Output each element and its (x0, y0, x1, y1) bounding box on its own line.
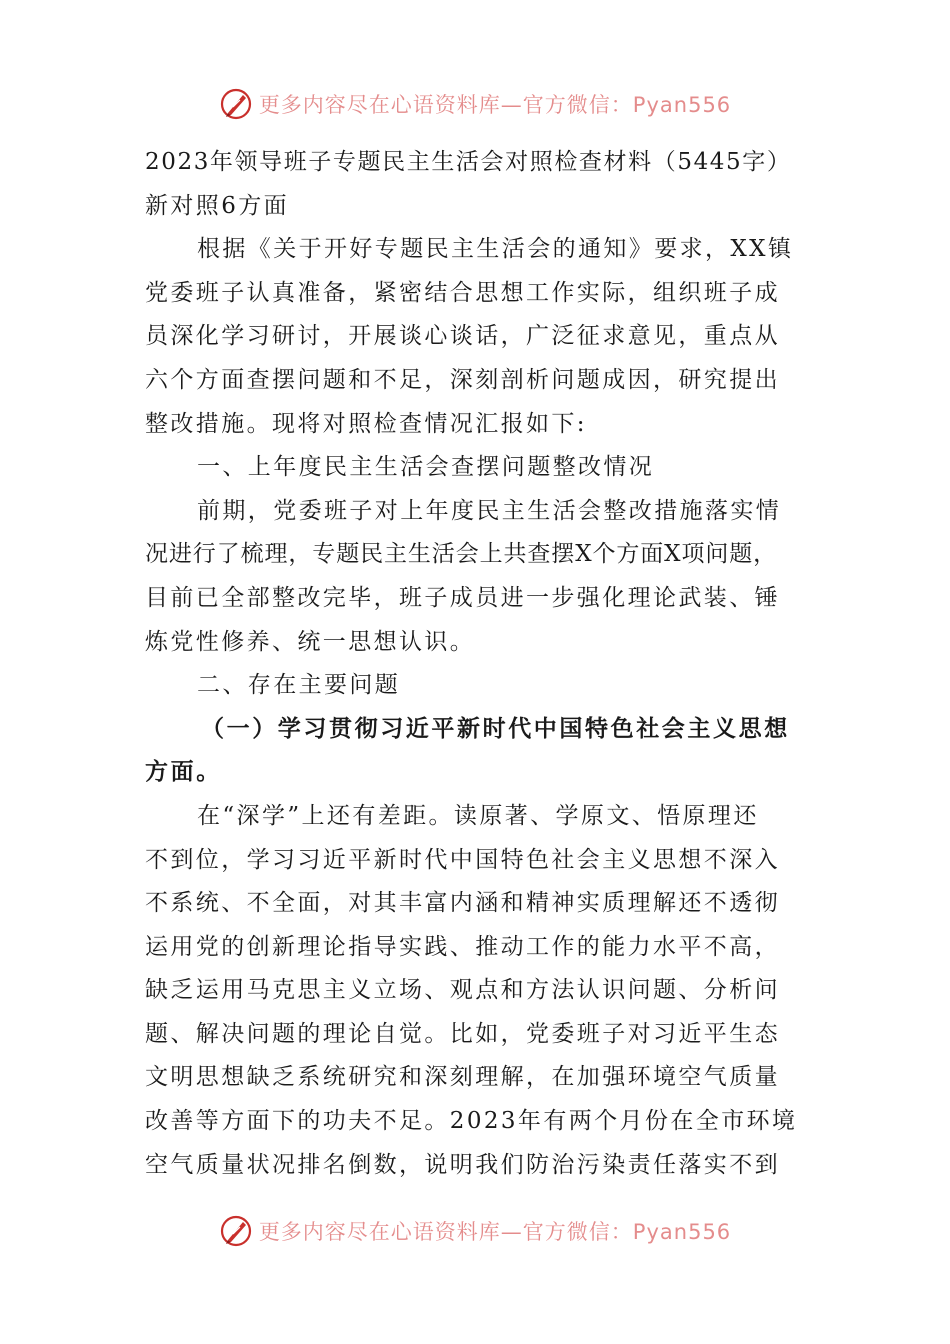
paragraph-line: 题、解决问题的理论自觉。比如，党委班子对习近平生态 (145, 1020, 780, 1047)
paragraph-line: 员深化学习研讨，开展谈心谈话，广泛征求意见，重点从 (145, 323, 780, 350)
subsection-heading-line: （一）学习贯彻习近平新时代中国特色社会主义思想 (201, 715, 790, 742)
header-watermark (0, 84, 950, 124)
paragraph-line: 缺乏运用马克思主义立场、观点和方法认识问题、分析问 (145, 977, 780, 1004)
paragraph-line: 文明思想缺乏系统研究和深刻理解，在加强环境空气质量 (145, 1064, 780, 1091)
paragraph-line: 党委班子认真准备，紧密结合思想工作实际，组织班子成 (145, 279, 780, 306)
paragraph-line: 六个方面查摆问题和不足，深刻剖析问题成因，研究提出 (145, 366, 780, 393)
section-heading-1: 一、上年度民主生活会查摆问题整改情况 (197, 454, 655, 481)
quill-pen-logo-icon (219, 87, 253, 121)
document-title-line-2: 新对照6方面 (145, 192, 290, 219)
paragraph-line: 不系统、不全面，对其丰富内涵和精神实质理解还不透彻 (145, 890, 780, 917)
quill-pen-logo-icon (219, 1214, 253, 1248)
subsection-heading (145, 708, 807, 795)
footer-watermark (0, 1211, 950, 1251)
paragraph-line: 况进行了梳理，专题民主生活会上共查摆X个方面X项问题， (145, 541, 778, 568)
paragraph-line: 整改措施。现将对照检查情况汇报如下: (145, 410, 587, 437)
paragraph-line: 目前已全部整改完毕，班子成员进一步强化理论武装、锤 (145, 584, 780, 611)
paragraph-line: 运用党的创新理论指导实践、推动工作的能力水平不高， (145, 933, 780, 960)
watermark-text: 更多内容尽在心语资料库—官方微信：Pyan556 (258, 1220, 732, 1244)
paragraph-line: 炼党性修养、统一思想认识。 (145, 628, 476, 655)
paragraph-line: 在“深学”上还有差距。读原著、学原文、悟原理还 (197, 802, 759, 829)
section-heading-2: 二、存在主要问题 (197, 672, 401, 699)
paragraph-rectification (145, 490, 807, 664)
paragraph-deep-study (145, 795, 807, 1187)
paragraph-line: 前期，党委班子对上年度民主生活会整改措施落实情 (197, 497, 782, 524)
subsection-heading-line: 方面。 (145, 759, 222, 786)
paragraph-line: 空气质量状况排名倒数，说明我们防治污染责任落实不到 (145, 1151, 780, 1178)
paragraph-line: 改善等方面下的功夫不足。2023年有两个月份在全市环境 (145, 1108, 798, 1135)
paragraph-line: 根据《关于开好专题民主生活会的通知》要求，XX镇 (197, 236, 794, 263)
document-body (145, 141, 807, 1187)
paragraph-intro (145, 228, 807, 446)
watermark-text: 更多内容尽在心语资料库—官方微信：Pyan556 (258, 93, 732, 117)
document-title-line-1: 2023年领导班子专题民主生活会对照检查材料（5445字） (145, 149, 792, 175)
paragraph-line: 不到位，学习习近平新时代中国特色社会主义思想不深入 (145, 846, 780, 873)
